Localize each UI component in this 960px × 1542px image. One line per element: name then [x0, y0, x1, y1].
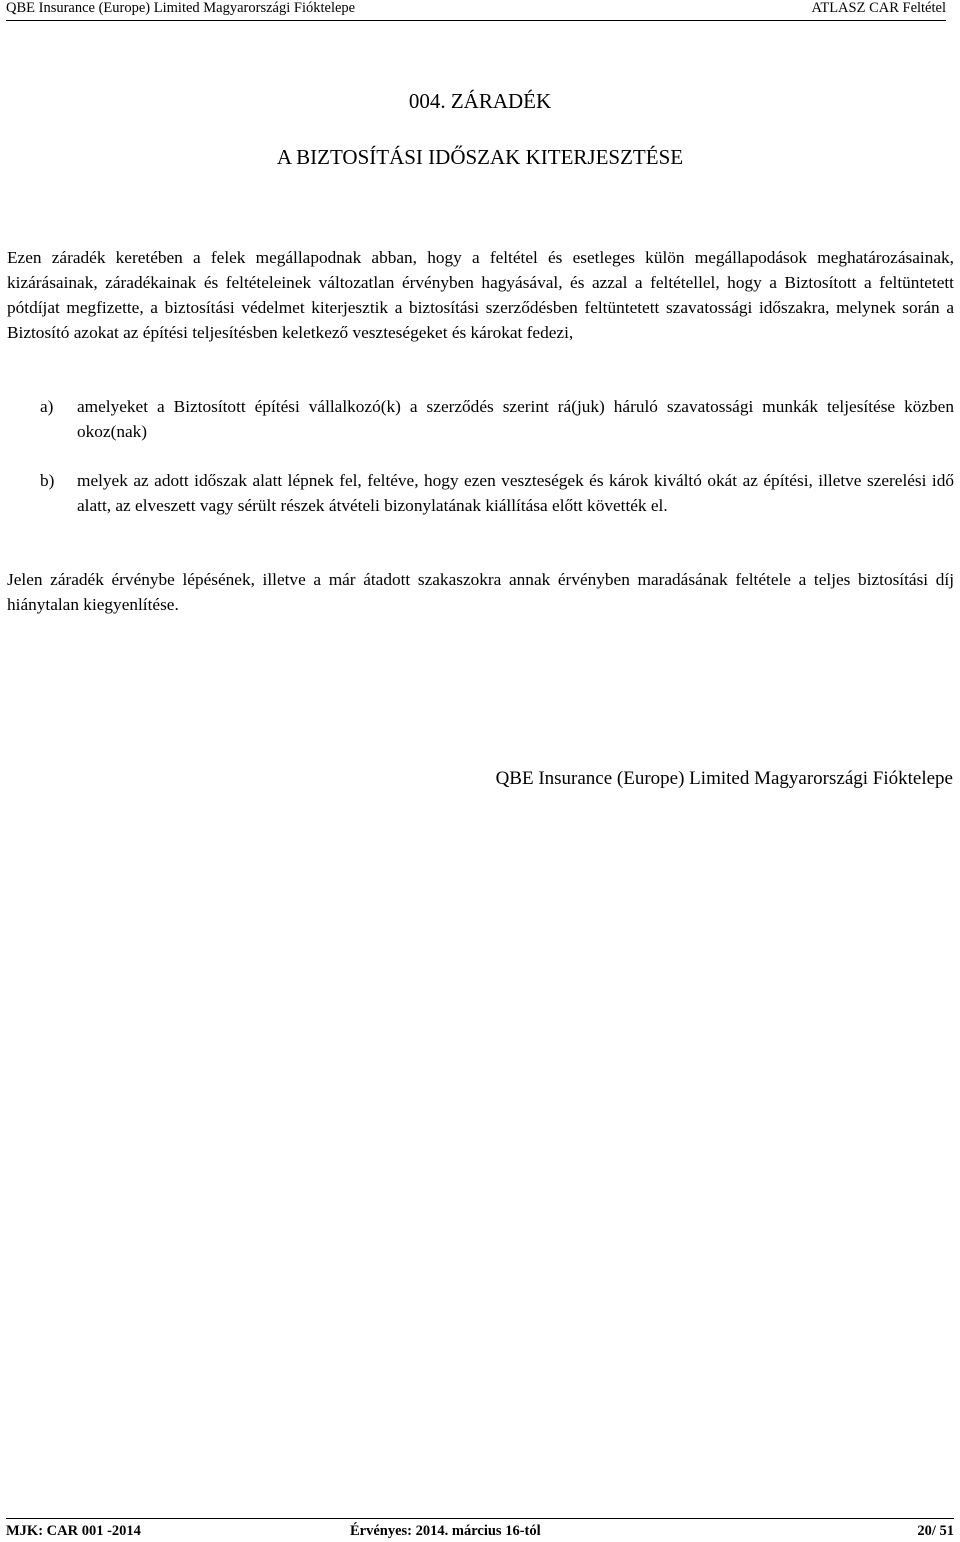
list-item-text: melyek az adott időszak alatt lépnek fel, feltéve, hogy ezen veszteségek és károk kiváltó okát az építési, illetve szerelési idő alatt, az elveszett vagy sérült részek átvételi bizonylatának kiállítása előtt követték el.	[77, 471, 954, 515]
footer-page-number: 20/ 51	[917, 1523, 954, 1539]
list-item-text: amelyeket a Biztosított építési vállalkozó(k) a szerződés szerint rá(juk) háruló szavatossági munkák teljesítése közben okoz(nak)	[77, 397, 954, 441]
list-item-label: a)	[40, 397, 54, 416]
clause-number-title: 004. ZÁRADÉK	[408, 89, 552, 113]
signature-company: QBE Insurance (Europe) Limited Magyarországi Fióktelepe	[495, 768, 953, 789]
page-header	[6, 0, 946, 21]
list-item-label: b)	[40, 471, 55, 490]
header-document-title: ATLASZ CAR Feltétel	[811, 0, 946, 16]
footer-document-code: MJK: CAR 001 -2014	[6, 1523, 141, 1539]
header-company-name: QBE Insurance (Europe) Limited Magyarországi Fióktelepe	[6, 0, 356, 16]
clause-subject-title: A BIZTOSÍTÁSI IDŐSZAK KITERJESZTÉSE	[276, 145, 684, 169]
page-footer	[6, 1518, 954, 1541]
intro-paragraph: Ezen záradék keretében a felek megállapodnak abban, hogy a feltétel és esetleges külön megállapodások meghatározásainak, kizárásainak, záradékainak és feltételeinek változatlan érvényben hagyásával, és azzal a feltétellel, hogy a Biztosított a feltüntetett pótdíjat megfizette, a biztosítási védelmet kiterjesztik a biztosítási szerződésben feltüntetett szavatossági időszakra, melynek során a Biztosító azokat az építési teljesítésben keletkező veszteségeket és károkat fedezi,	[7, 248, 954, 342]
list-item-b	[40, 468, 954, 518]
closing-paragraph: Jelen záradék érvénybe lépésének, illetve a már átadott szakaszokra annak érvényben maradásának feltétele a teljes biztosítási díj hiánytalan kiegyenlítése.	[7, 570, 954, 614]
list-item-a	[40, 394, 954, 444]
footer-validity-date: Érvényes: 2014. március 16-tól	[350, 1523, 541, 1539]
